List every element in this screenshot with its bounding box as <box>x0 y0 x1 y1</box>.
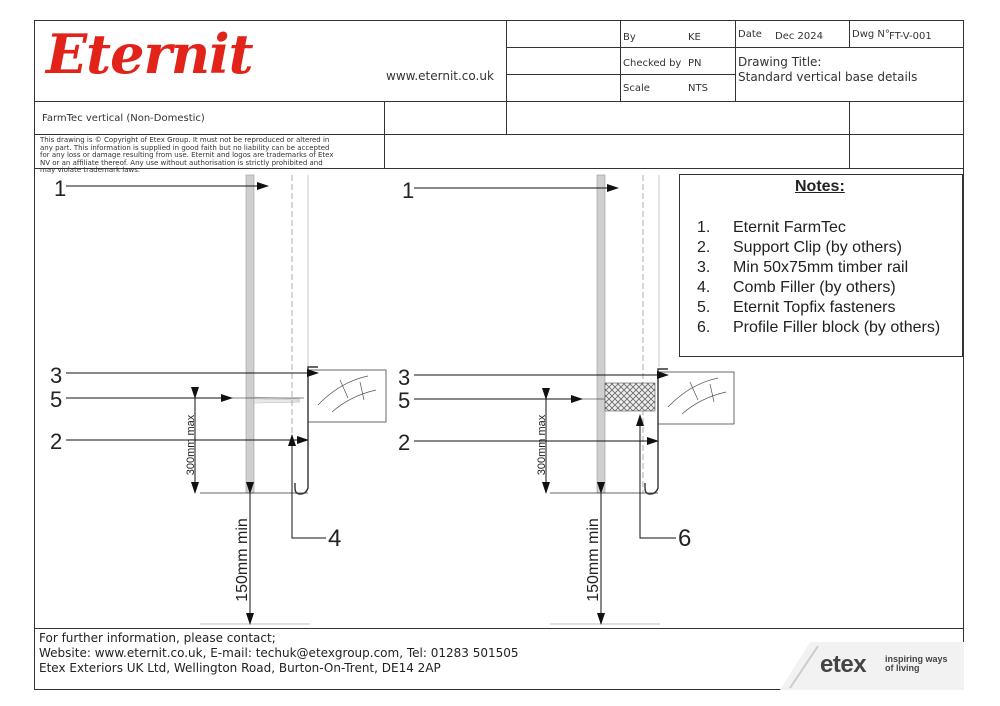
callout-3-left: 3 <box>50 363 63 388</box>
profile-filler-block <box>605 383 655 411</box>
notes-title: Notes: <box>795 178 845 195</box>
by-label: By <box>623 32 636 43</box>
note-item: 1. Eternit FarmTec <box>697 219 846 236</box>
date-value: Dec 2024 <box>775 31 823 42</box>
footer-address: Etex Exteriors UK Ltd, Wellington Road, Burton-On-Trent, DE14 2AP <box>39 661 441 675</box>
etex-tagline: inspiring ways of living <box>885 654 948 673</box>
dim-150-left: 150mm min <box>234 518 251 602</box>
checked-label: Checked by <box>623 58 682 69</box>
callout-4-left: 4 <box>328 525 342 552</box>
scale-label: Scale <box>623 83 650 94</box>
by-value: KE <box>688 32 701 43</box>
dim-150-right: 150mm min <box>585 518 602 602</box>
drawing-title-label: Drawing Title: <box>738 55 822 69</box>
product-name: FarmTec vertical (Non-Domestic) <box>42 113 205 124</box>
note-item: 2. Support Clip (by others) <box>697 239 902 256</box>
dim-300-right: 300mm max <box>536 414 548 476</box>
note-item: 4. Comb Filler (by others) <box>697 279 896 296</box>
timber-rail <box>658 372 734 424</box>
note-item: 5. Eternit Topfix fasteners <box>697 299 896 316</box>
dwg-value: FT-V-001 <box>889 31 932 42</box>
checked-value: PN <box>688 58 702 69</box>
callout-2-left: 2 <box>50 429 63 454</box>
footer-contact-details: Website: www.eternit.co.uk, E-mail: techuk@etexgroup.com, Tel: 01283 501505 <box>39 646 519 660</box>
copyright-disclaimer: This drawing is © Copyright of Etex Group. It must not be reproduced or altered in any part. This information is supplied in good faith but no liability can be accepted for any loss or damage resulting from use. Eternit and logos are trademarks of Etex NV or an affiliate thereof. Any use without authorisation is strictly prohibited and may violate trademark laws. <box>40 136 334 175</box>
drawing-title-value: Standard vertical base details <box>738 70 918 84</box>
eternit-logo: Eternit <box>46 22 253 86</box>
etex-logo: etex <box>820 651 867 678</box>
scale-value: NTS <box>688 83 708 94</box>
callout-6-right: 6 <box>678 525 692 552</box>
callout-3-right: 3 <box>398 365 411 390</box>
callout-1-left: 1 <box>54 176 67 201</box>
note-item: 6. Profile Filler block (by others) <box>697 319 941 336</box>
dim-300-left: 300mm max <box>185 414 197 476</box>
note-item: 3. Min 50x75mm timber rail <box>697 259 909 276</box>
callout-2-right: 2 <box>398 430 411 455</box>
date-label: Date <box>738 29 762 40</box>
dwg-label: Dwg N° <box>852 29 890 40</box>
footer-contact-heading: For further information, please contact; <box>39 631 276 645</box>
callout-5-left: 5 <box>50 387 63 412</box>
farmtec-sheet <box>597 175 605 493</box>
callout-5-right: 5 <box>398 388 411 413</box>
callout-1-right: 1 <box>402 178 415 203</box>
website-text: www.eternit.co.uk <box>386 69 494 83</box>
